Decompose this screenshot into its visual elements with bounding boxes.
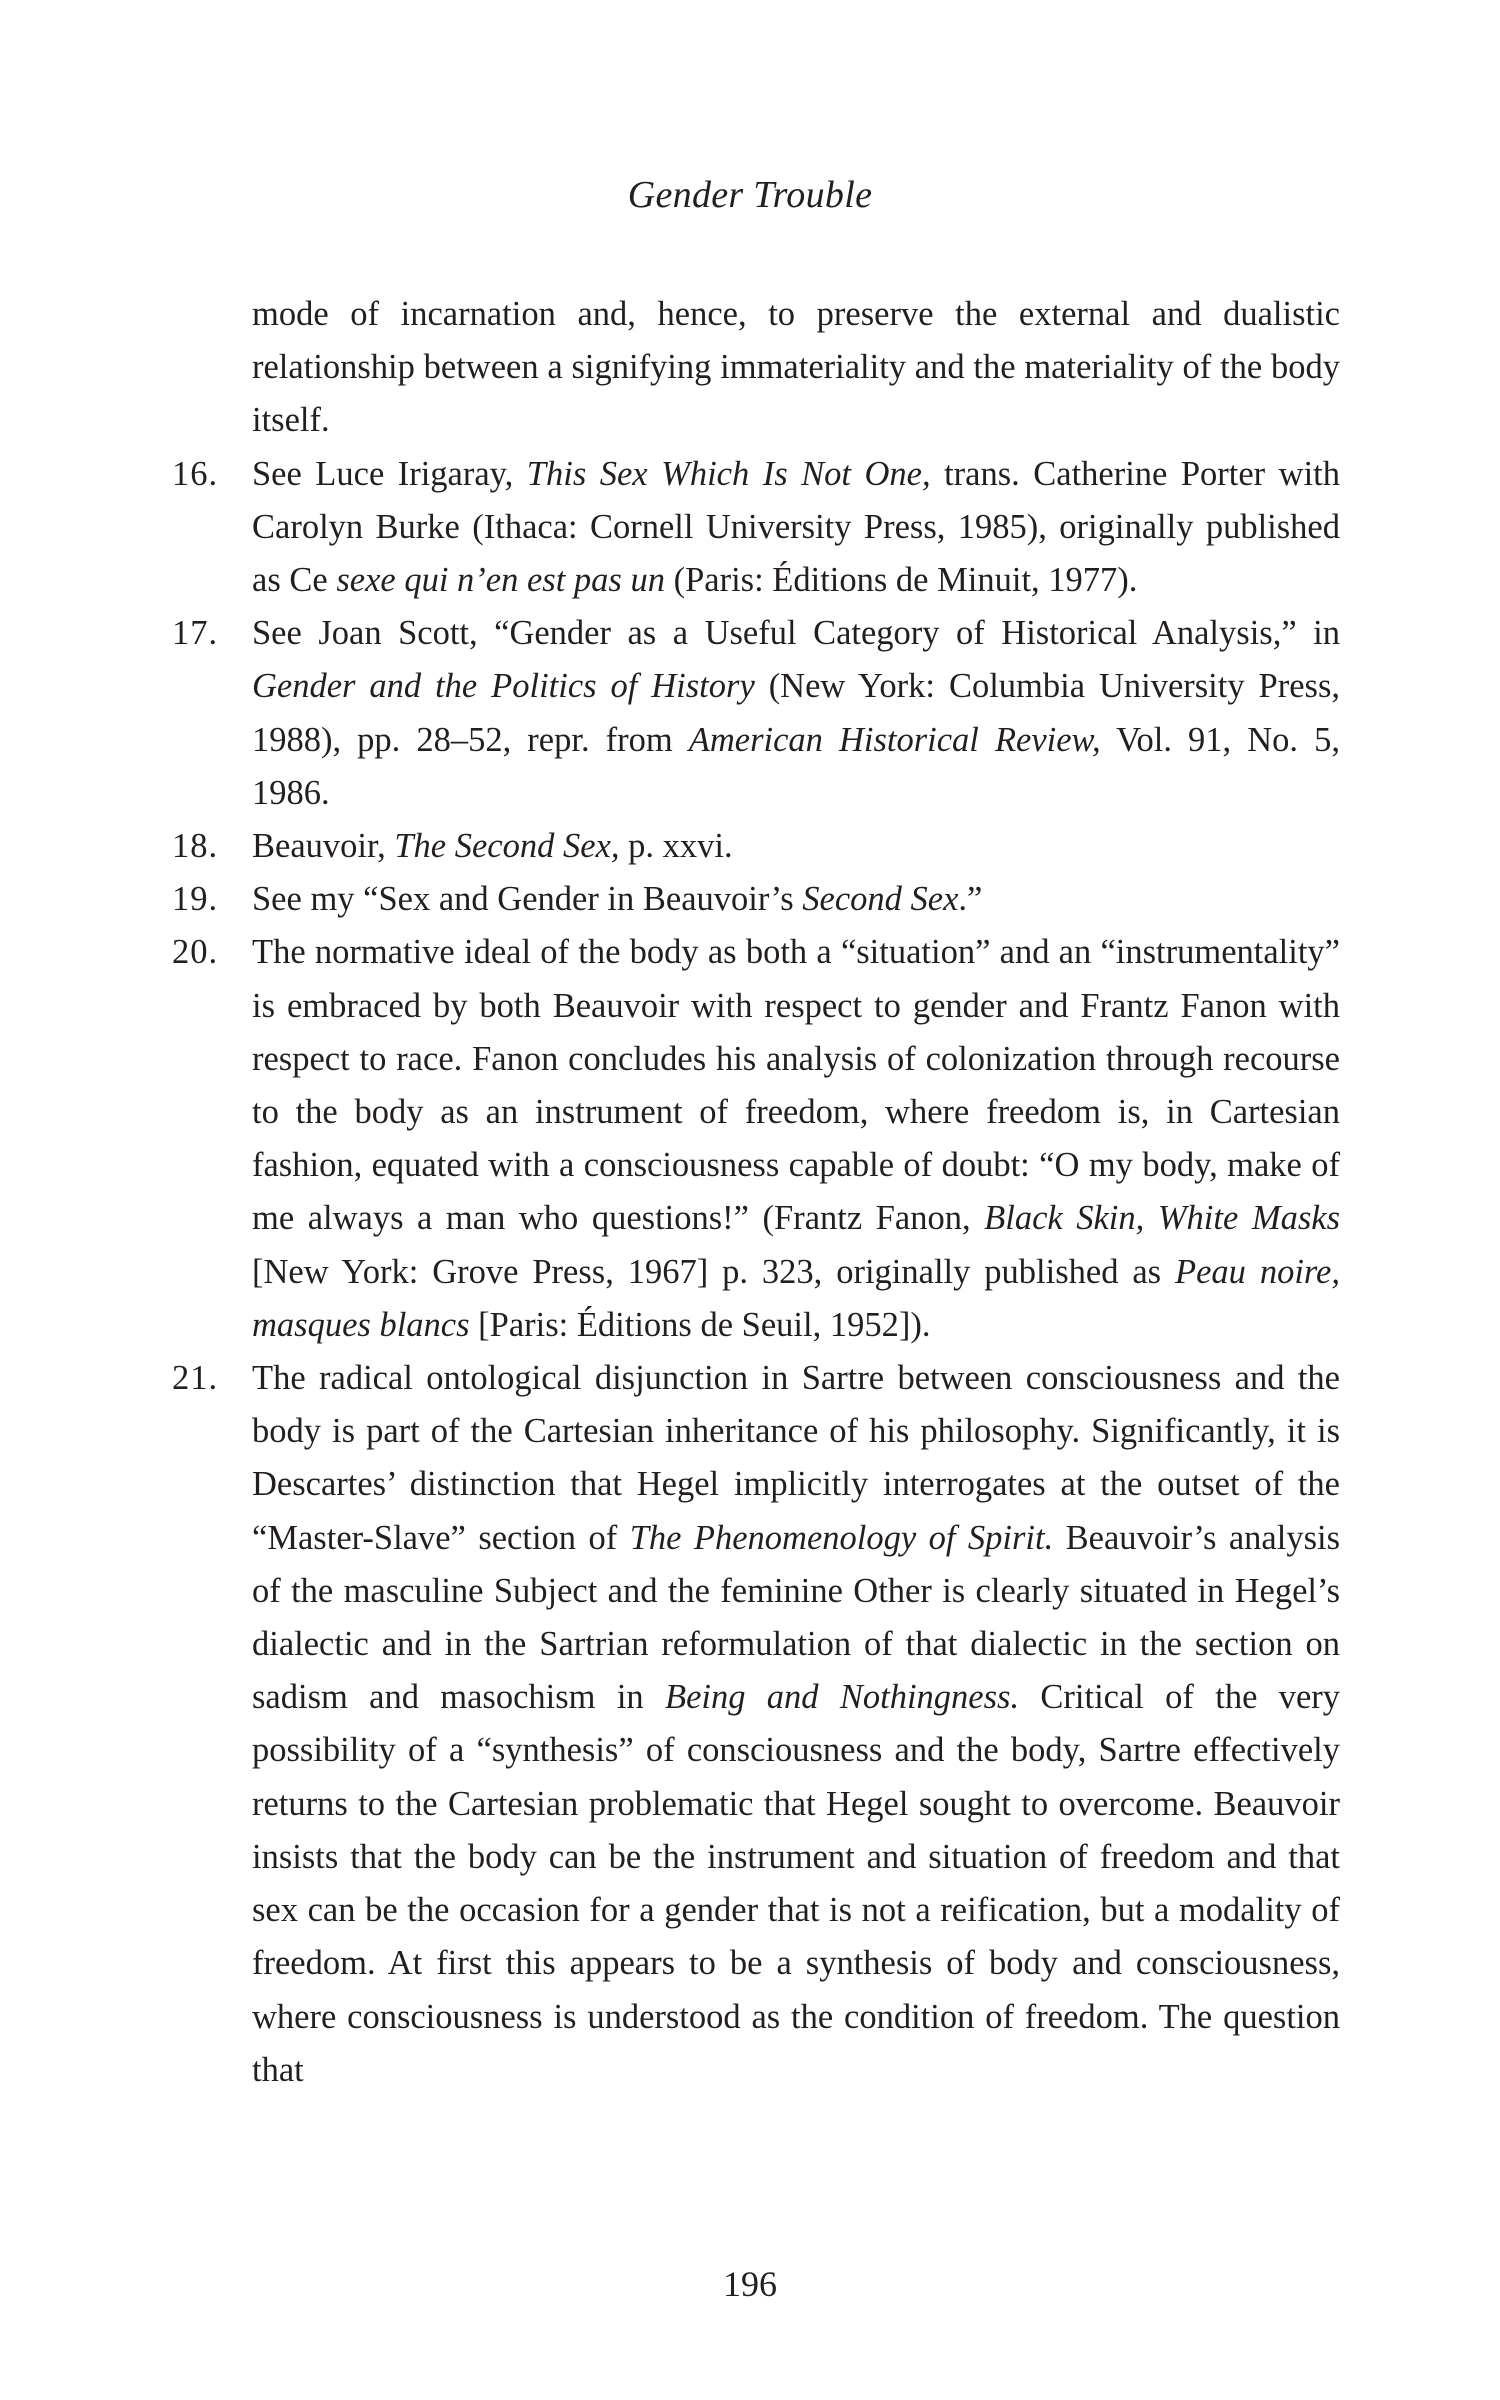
book-title: Second Sex bbox=[802, 880, 959, 919]
book-title: Peau noire, masques blancs bbox=[252, 1252, 1340, 1344]
note-text: See Luce Irigaray, bbox=[252, 454, 527, 493]
endnote-19 bbox=[172, 873, 1340, 926]
note-text: trans. Catherine Porter with Carolyn Burke (Ithaca: Cornell University Press, 1985), originally published as Ce bbox=[252, 454, 1340, 600]
note-text: The normative ideal of the body as both a “situation” and an “instrumentality” is embraced by both Beauvoir with respect to gender and Frantz Fanon with respect to race. Fanon concludes his analysis of colonization through recourse to the body as an instrument of freedom, where freedom is, in Cartesian fashion, equated with a consciousness capable of doubt: “O my body, make of me always a man who questions!” (Frantz Fanon, bbox=[252, 933, 1340, 1238]
book-title: Being and Nothingness. bbox=[665, 1678, 1020, 1717]
book-title: The Second Sex, bbox=[394, 827, 620, 866]
running-head-title: Gender Trouble bbox=[627, 174, 873, 216]
note-text: [Paris: Éditions de Seuil, 1952]). bbox=[469, 1305, 931, 1344]
book-title: This Sex Which Is Not One, bbox=[526, 454, 931, 493]
note-text: (New York: Columbia University Press, 1988), pp. 28–52, repr. from bbox=[252, 667, 1340, 759]
endnote-number: 18. bbox=[172, 827, 219, 866]
note-text: See Joan Scott, “Gender as a Useful Category of Historical Analysis,” in bbox=[252, 614, 1340, 653]
endnote-20 bbox=[172, 926, 1340, 1352]
endnote-number: 20. bbox=[172, 933, 219, 972]
endnote-number: 19. bbox=[172, 880, 219, 919]
book-title: Gender and the Politics of History bbox=[252, 667, 755, 706]
endnote-number: 16. bbox=[172, 454, 219, 493]
note-text: .” bbox=[958, 880, 983, 919]
endnote-17 bbox=[172, 607, 1340, 820]
journal-title: American Historical Review, bbox=[688, 720, 1101, 759]
note-text: [New York: Grove Press, 1967] p. 323, originally published as bbox=[252, 1252, 1176, 1291]
book-title: Black Skin, White Masks bbox=[984, 1199, 1341, 1238]
endnote-18 bbox=[172, 820, 1340, 873]
endnotes-block bbox=[172, 288, 1340, 2097]
note-text: Critical of the very possibility of a “synthesis” of consciousness and the body, Sartre effectively returns to the Cartesian problematic that Hegel sought to overcome. Beauvoir insists that the body can be the instrument and situation of freedom and that sex can be the occasion for a gender that is not a reification, but a modality of freedom. At first this appears to be a synthesis of body and consciousness, where consciousness is understood as the condition of freedom. The question that bbox=[252, 1678, 1341, 2089]
endnote-16 bbox=[172, 448, 1340, 608]
continued-note-text: mode of incarnation and, hence, to preserve the external and dualistic relationship between a signifying immateriality and the materiality of the body itself. bbox=[252, 295, 1340, 440]
book-title: sexe qui n’en est pas un bbox=[336, 561, 665, 600]
endnote-number: 17. bbox=[172, 614, 219, 653]
note-text: The radical ontological disjunction in Sartre between consciousness and the body is part of the Cartesian inheritance of his philosophy. Significantly, it is Descartes’ distinction that Hegel implicitly interrogates at the outset of the “Master-Slave” section of bbox=[252, 1359, 1340, 1557]
note-text: Vol. 91, No. 5, 1986. bbox=[252, 720, 1340, 812]
page-number: 196 bbox=[723, 2264, 777, 2304]
endnote-number: 21. bbox=[172, 1359, 219, 1398]
note-text: Beauvoir’s analysis of the masculine Subject and the feminine Other is clearly situated in Hegel’s dialectic and in the Sartrian reformulation of that dialectic in the section on sadism and masochism in bbox=[252, 1518, 1341, 1717]
note-text: (Paris: Éditions de Minuit, 1977). bbox=[664, 561, 1138, 600]
endnote-21 bbox=[172, 1352, 1340, 2097]
note-text: See my “Sex and Gender in Beauvoir’s bbox=[252, 880, 803, 919]
book-title: The Phenomenology of Spirit. bbox=[629, 1518, 1054, 1557]
note-text: p. xxvi. bbox=[619, 827, 733, 866]
note-text: Beauvoir, bbox=[252, 827, 395, 866]
